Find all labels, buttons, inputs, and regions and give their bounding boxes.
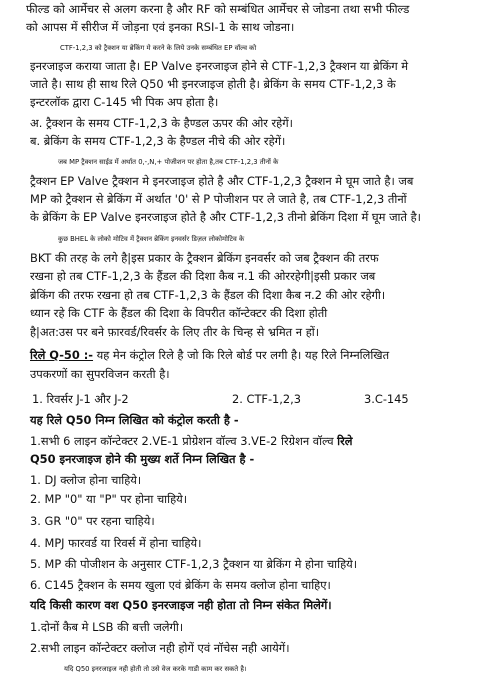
supervised-item: 1. रिवर्सर J-1 और J-2 bbox=[32, 392, 129, 406]
supervised-item: 3.C-145 bbox=[364, 392, 409, 406]
condition-item: 4. MPJ फारवर्ड या रिवर्स में होना चाहिये। bbox=[30, 536, 202, 550]
condition-item: 1. DJ क्लोज होना चाहिये। bbox=[30, 473, 142, 487]
text-line: जब MP ट्रैक्शन साईड में अर्थात 0,-,N,+ पोजीशन पर होता है,तब CTF-1,2,3 तीनों के bbox=[58, 158, 279, 166]
control-items: 1.सभी 6 लाइन कॉन्टेक्टर 2.VE-1 प्रोग्रेशन वॉल्व 3.VE-2 रिग्रेशन वॉल्व bbox=[30, 434, 334, 448]
text-line: ब. ब्रेकिंग के समय CTF-1,2,3 के हैण्डल नीचे की ओर रहेगें। bbox=[30, 134, 286, 148]
supervised-item: 2. CTF-1,2,3 bbox=[232, 392, 302, 406]
text-line: CTF-1,2,3 को ट्रैक्शन या ब्रेकिंग मे करने के लिये उनके सम्बंधित EP वॉल्व को bbox=[60, 44, 257, 52]
condition-item: 5. MP की पोजीशन के अनुसार CTF-1,2,3 ट्रैक्शन या ब्रेकिंग मे होना चाहिये। bbox=[30, 557, 358, 571]
relay-intro: यह मेन कंट्रोल रिले है जो कि रिले बोर्ड पर लगी है। यह रिले निम्नलिखित bbox=[96, 348, 390, 362]
text-line: ब्रेकिंग की तरफ रखना हो तब CTF-1,2,3 के हैंडल की दिशा कैब न.2 की ओर रहेगी। bbox=[30, 288, 386, 302]
text-line: जाते है। साथ ही साथ रिले Q50 भी इनरजाइज होती है। ब्रेकिंग के समय CTF-1,2,3 के bbox=[30, 77, 396, 91]
supervised-list bbox=[32, 392, 480, 406]
text-line: अ. ट्रैक्शन के समय CTF-1,2,3 के हैण्डल ऊपर की ओर रहेगें। bbox=[30, 116, 293, 130]
relay-intro-line bbox=[30, 348, 480, 362]
relay-heading: रिले Q-50 :- bbox=[30, 348, 94, 362]
text-line: को आपस में सीरीज में जोड़ना एवं इनका RSI-1 के साथ जोडना। bbox=[26, 20, 295, 34]
text-line: MP को ट्रैक्शन से ब्रेकिंग में अर्थात '0' से P पोजीशन पर ले जाते है, तब CTF-1,2,3 तीनों bbox=[30, 192, 407, 206]
text-line: उपकरणों का सुपरविजन करती है। bbox=[30, 367, 170, 381]
text-line: ध्यान रहे कि CTF के हैंडल की दिशा के विपरीत कॉन्टेक्टर की दिशा होती bbox=[30, 306, 328, 320]
text-line: इन्टरलॉक द्वारा C-145 भी पिक अप होता है। bbox=[30, 95, 219, 109]
sign-item: 1.दोनों कैब मे LSB की बत्ती जलेगी। bbox=[30, 620, 184, 634]
text-line: है|अत:उस पर बने फ़ारवर्ड/रिवर्सर के लिए तीर के चिन्ह से भ्रमित न हों। bbox=[30, 325, 320, 339]
closing-line: यदि Q50 इनरजाइज नही होती तो उसे वेज करके गाडी काम कर सकते है। bbox=[64, 665, 247, 673]
text-line: के ब्रेकिंग के EP Valve इनरजाइज होते है और CTF-1,2,3 तीनो ब्रेकिंग दिशा में घूम जाते है। bbox=[30, 210, 421, 224]
control-tail: रिले bbox=[337, 434, 353, 448]
sign-item: 2.सभी लाइन कॉन्टेक्टर क्लोज नही होगें एवं नॉचेस नही आयेगें। bbox=[30, 641, 290, 655]
control-line bbox=[30, 434, 480, 448]
text-line: कुछ BHEL के लोको मोटिव में ट्रैक्शन ब्रेकिंग इनवर्सर डिज़ल लोकोमोटिव के bbox=[58, 235, 245, 243]
condition-item: 3. GR "0" पर रहना चाहिये। bbox=[30, 514, 155, 528]
signs-heading: यदि किसी कारण वश Q50 इनरजाइज नही होता तो निम्न संकेत मिलेगें। bbox=[30, 598, 332, 612]
condition-item: 6. C145 ट्रैक्शन के समय खुला एवं ब्रेकिंग के समय क्लोज होना चाहिए। bbox=[30, 578, 331, 592]
text-line: इनरजाइज कराया जाता है। EP Valve इनरजाइज होने से CTF-1,2,3 ट्रैक्शन या ब्रेकिंग मे bbox=[30, 59, 409, 73]
conditions-heading: Q50 इनरजाइज होने की मुख्य शर्ते निम्न लिखित है - bbox=[30, 452, 255, 466]
text-line: रखना हो तब CTF-1,2,3 के हैंडल की दिशा कैब न.1 की ओररहेगी|इसी प्रकार जब bbox=[30, 269, 376, 283]
text-line: BKT की तरह के लगे है|इस प्रकार के ट्रैक्शन ब्रेकिंग इनवर्सर को जब ट्रैक्शन की तरफ bbox=[30, 251, 379, 265]
condition-item: 2. MP "0" या "P" पर होना चाहिये। bbox=[30, 492, 188, 506]
text-line: ट्रैक्शन EP Valve ट्रैक्शन मे इनरजाइज होते है और CTF-1,2,3 ट्रैक्शन मे घूम जाते है। जब bbox=[30, 174, 414, 188]
text-line: फील्ड को आर्मेचर से अलग करना है और RF को सम्बंधित आर्मेचर से जोडना तथा सभी फील्ड bbox=[26, 2, 410, 16]
control-heading: यह रिले Q50 निम्न लिखित को कंट्रोल करती है - bbox=[30, 413, 239, 427]
